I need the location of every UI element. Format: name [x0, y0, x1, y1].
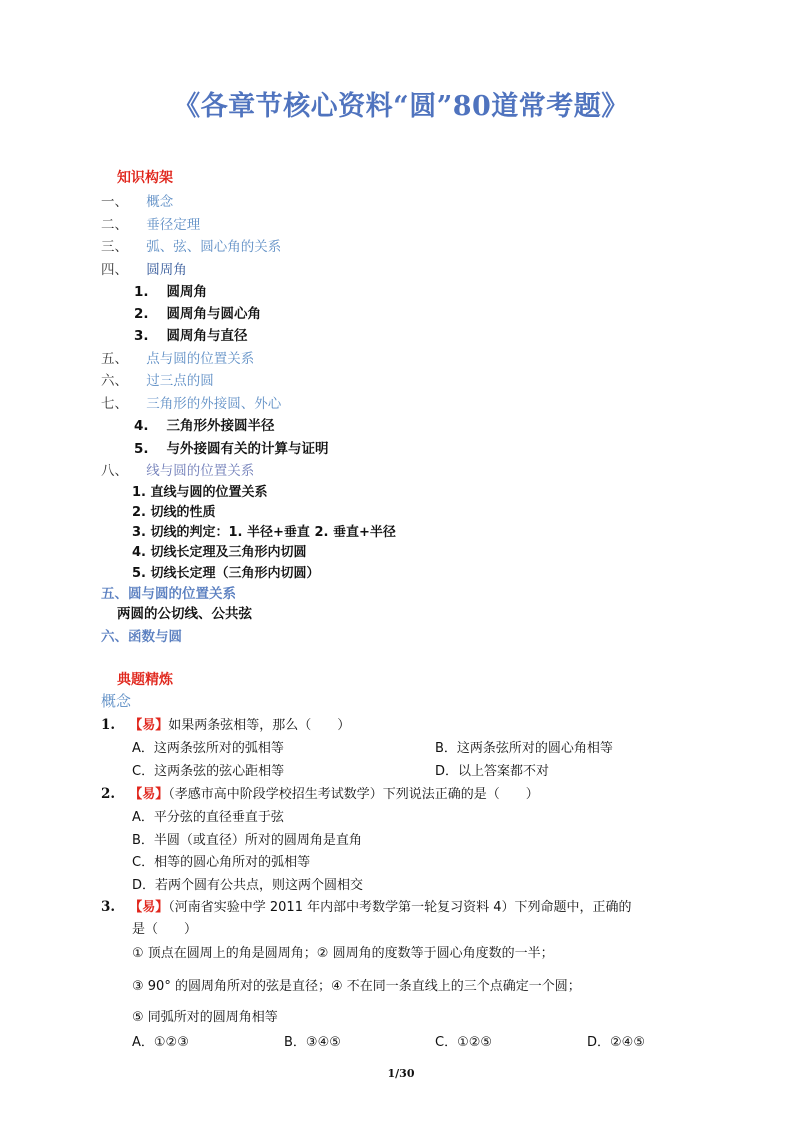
option: B．半圆（或直径）所对的圆周角是直角 — [132, 833, 362, 848]
toc-item-3 — [101, 235, 281, 255]
option: A．平分弦的直径垂直于弦 — [132, 810, 284, 825]
toc-num: 五、 — [101, 351, 128, 367]
question-3-stem — [101, 896, 632, 915]
page-title: 《各章节核心资料“圆”80道常考题》 — [173, 91, 629, 122]
option: C．这两条弦的弦心距相等 — [132, 764, 285, 779]
toc-label: 圆周角 — [146, 262, 187, 278]
framework-heading: 知识构架 — [117, 170, 173, 186]
toc-subitem: 1. 圆周角 — [134, 284, 208, 300]
toc-item-5 — [101, 347, 254, 367]
option: B．③④⑤ — [284, 1035, 341, 1050]
question-1-stem — [101, 714, 350, 733]
page-number: 1/30 — [387, 1067, 415, 1080]
toc-label: 点与圆的位置关系 — [146, 351, 255, 367]
option: D．以上答案都不对 — [435, 764, 550, 779]
question-number: 1. — [101, 717, 116, 733]
option: C．相等的圆心角所对的弧相等 — [132, 855, 311, 870]
toc-item-6 — [101, 369, 214, 389]
toc-item-9: 五、圆与圆的位置关系 — [101, 586, 236, 602]
option: A．①②③ — [132, 1035, 189, 1050]
toc-num: 七、 — [101, 396, 128, 412]
section-title: 概念 — [101, 692, 132, 710]
toc-subitem: 2. 圆周角与圆心角 — [134, 306, 262, 322]
toc-num: 四、 — [101, 262, 128, 278]
difficulty-tag: 【易】 — [129, 718, 169, 733]
question-number: 3. — [101, 899, 116, 915]
option: A．这两条弦所对的弧相等 — [132, 741, 284, 756]
toc-num: 一、 — [101, 194, 128, 210]
toc-subitem: 1. 直线与圆的位置关系 — [132, 485, 268, 500]
toc-subitem: 3. 切线的判定：1. 半径+垂直 2. 垂直+半径 — [132, 525, 396, 540]
option: C．①②⑤ — [435, 1035, 493, 1050]
question-2-stem — [101, 783, 539, 802]
toc-item-10: 两圆的公切线、公共弦 — [117, 606, 252, 622]
toc-label: 过三点的圆 — [146, 373, 214, 389]
toc-subitem: 2. 切线的性质 — [132, 505, 216, 520]
question-text: 如果两条弦相等，那么（ ） — [168, 718, 351, 733]
toc-label: 概念 — [146, 194, 174, 210]
toc-item-2 — [101, 213, 200, 233]
statement-line: ⑤ 同弧所对的圆周角相等 — [132, 1010, 278, 1025]
toc-label: 弧、弦、圆心角的关系 — [146, 239, 282, 255]
question-text-continued: 是（ ） — [132, 922, 198, 937]
toc-item-8 — [101, 459, 254, 479]
toc-subitem: 3. 圆周角与直径 — [134, 328, 248, 344]
option: D．②④⑤ — [587, 1035, 645, 1050]
toc-item-4 — [101, 258, 187, 278]
question-number: 2. — [101, 786, 116, 802]
toc-num: 三、 — [101, 239, 128, 255]
toc-num: 二、 — [101, 217, 128, 233]
statement-line: ① 顶点在圆周上的角是圆周角；② 圆周角的度数等于圆心角度数的一半； — [132, 946, 554, 961]
difficulty-tag: 【易】 — [129, 787, 169, 802]
toc-label: 垂径定理 — [146, 217, 201, 233]
toc-num: 六、 — [101, 373, 128, 389]
toc-label: 线与圆的位置关系 — [146, 463, 255, 479]
option: D．若两个圆有公共点，则这两个圆相交 — [132, 878, 364, 893]
statement-line: ③ 90° 的圆周角所对的弦是直径；④ 不在同一条直线上的三个点确定一个圆； — [132, 979, 581, 994]
toc-num: 八、 — [101, 463, 128, 479]
difficulty-tag: 【易】 — [129, 900, 169, 915]
toc-subitem: 4. 切线长定理及三角形内切圆 — [132, 545, 307, 560]
question-text: （孝感市高中阶段学校招生考试数学）下列说法正确的是（ ） — [168, 787, 539, 802]
toc-subitem: 4. 三角形外接圆半径 — [134, 418, 275, 434]
question-text: （河南省实验中学 2011 年内部中考数学第一轮复习资料 4）下列命题中，正确的 — [168, 900, 632, 915]
option: B．这两条弦所对的圆心角相等 — [435, 741, 613, 756]
toc-subitem: 5. 切线长定理（三角形内切圆） — [132, 566, 320, 581]
toc-item-1 — [101, 190, 173, 210]
toc-subitem: 5. 与外接圆有关的计算与证明 — [134, 441, 329, 457]
toc-item-11: 六、函数与圆 — [101, 629, 182, 645]
practice-heading: 典题精炼 — [117, 672, 173, 688]
toc-label: 三角形的外接圆、外心 — [146, 396, 282, 412]
toc-item-7 — [101, 392, 281, 412]
